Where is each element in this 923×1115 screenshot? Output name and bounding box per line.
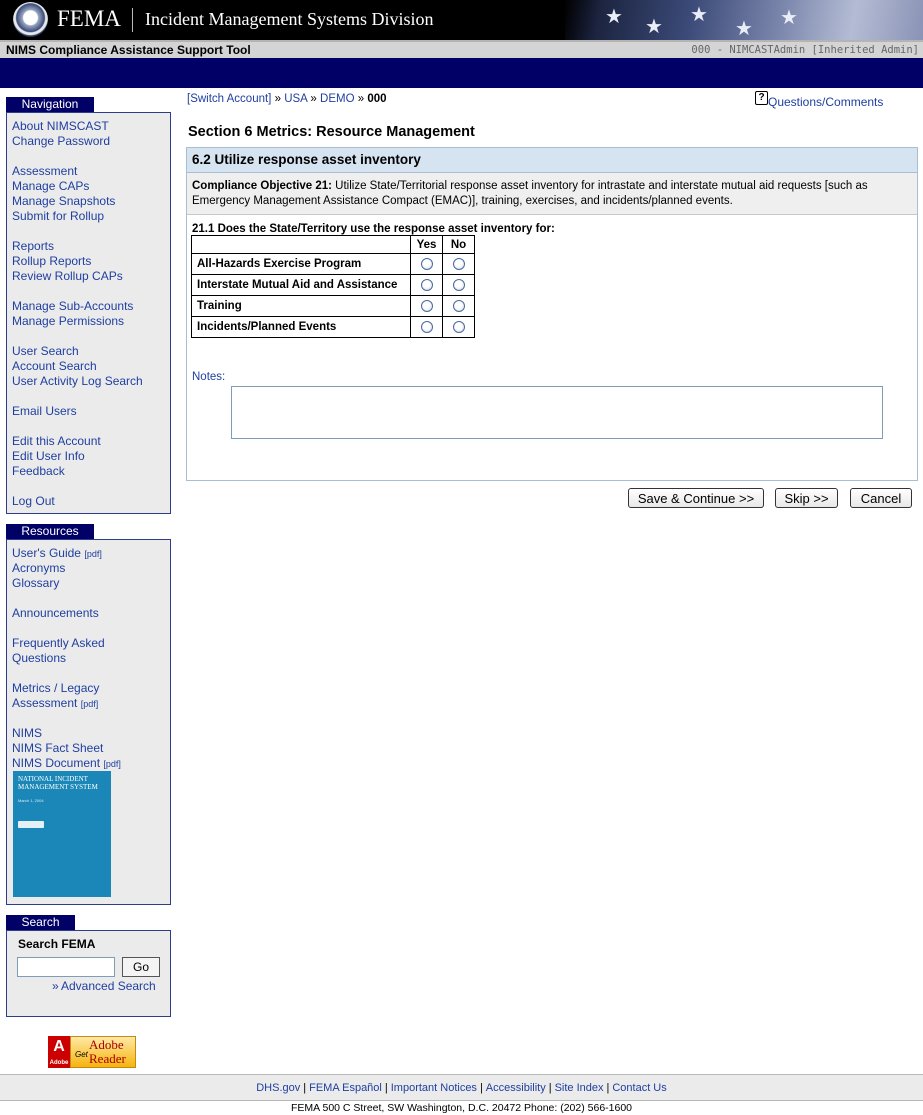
radio-cell bbox=[443, 254, 475, 275]
breadcrumb-current: 000 bbox=[367, 93, 387, 105]
nav-reports[interactable]: Reports bbox=[12, 239, 55, 253]
table-corner bbox=[192, 236, 411, 254]
search-go-button[interactable]: Go bbox=[122, 957, 160, 977]
footer-address: FEMA 500 C Street, SW Washington, D.C. 20472 Phone: (202) 566-1600 bbox=[290, 1102, 633, 1114]
yes-radio[interactable] bbox=[421, 258, 433, 270]
row-label: Interstate Mutual Aid and Assistance bbox=[192, 275, 411, 296]
response-table bbox=[191, 235, 475, 338]
nav-assessment[interactable]: Assessment bbox=[12, 164, 78, 178]
table-row bbox=[192, 275, 475, 296]
metric-heading: 6.2 Utilize response asset inventory bbox=[187, 148, 917, 173]
res-metrics-line2[interactable] bbox=[12, 696, 98, 712]
res-nims-fact-sheet[interactable]: NIMS Fact Sheet bbox=[12, 741, 104, 755]
cover-title: NATIONAL INCIDENT MANAGEMENT SYSTEM bbox=[18, 775, 98, 791]
no-radio[interactable] bbox=[453, 279, 465, 291]
advanced-search-arrow: » bbox=[52, 979, 59, 993]
breadcrumb-demo[interactable]: DEMO bbox=[320, 93, 355, 105]
notes-label: Notes: bbox=[192, 371, 226, 383]
no-radio[interactable] bbox=[453, 258, 465, 270]
footer-contact-us[interactable]: Contact Us bbox=[612, 1082, 667, 1094]
nims-document-cover-image[interactable] bbox=[13, 771, 111, 897]
nav-manage-sub-accounts[interactable]: Manage Sub-Accounts bbox=[12, 299, 134, 313]
division-title: Incident Management Systems Division bbox=[145, 9, 434, 29]
row-label: Incidents/Planned Events bbox=[192, 317, 411, 338]
breadcrumb bbox=[187, 93, 387, 105]
nav-user-activity-log-search[interactable]: User Activity Log Search bbox=[12, 374, 143, 388]
nav-account-search[interactable]: Account Search bbox=[12, 359, 97, 373]
nav-manage-permissions[interactable]: Manage Permissions bbox=[12, 314, 125, 328]
yes-radio[interactable] bbox=[421, 279, 433, 291]
page-title: Section 6 Metrics: Resource Management bbox=[188, 124, 475, 140]
save-continue-button[interactable]: Save & Continue >> bbox=[628, 488, 764, 508]
nav-manage-snapshots[interactable]: Manage Snapshots bbox=[12, 194, 116, 208]
column-yes: Yes bbox=[411, 236, 443, 254]
res-metrics-line1[interactable]: Metrics / Legacy bbox=[12, 681, 100, 695]
row-label: Training bbox=[192, 296, 411, 317]
objective-text: Utilize State/Territorial response asset inventory for intrastate and interstate mutual aid requests [such as Emergency Management Assistance Compact (EMAC)], training, exercises, and incidents/planned events. bbox=[192, 180, 868, 207]
header-divider bbox=[132, 8, 133, 32]
navy-banner bbox=[0, 58, 923, 88]
radio-cell bbox=[443, 317, 475, 338]
cancel-button[interactable]: Cancel bbox=[850, 488, 912, 508]
search-box bbox=[6, 930, 171, 1017]
nav-rollup-reports[interactable]: Rollup Reports bbox=[12, 254, 92, 268]
table-row bbox=[192, 254, 475, 275]
nav-change-password[interactable]: Change Password bbox=[12, 134, 111, 148]
pdf-tag: [pdf] bbox=[103, 759, 121, 769]
adobe-reader-text: Adobe Reader bbox=[89, 1037, 126, 1066]
navigation-box bbox=[6, 112, 171, 514]
notes-textarea[interactable] bbox=[231, 386, 883, 439]
switch-account-link[interactable]: [Switch Account] bbox=[187, 93, 272, 105]
nav-manage-caps[interactable]: Manage CAPs bbox=[12, 179, 90, 193]
breadcrumb-separator: » bbox=[274, 93, 281, 105]
dhs-seal-icon bbox=[13, 2, 48, 37]
footer-separator: | bbox=[479, 1082, 483, 1094]
table-row bbox=[192, 317, 475, 338]
pdf-tag: [pdf] bbox=[84, 549, 102, 559]
radio-cell bbox=[411, 296, 443, 317]
question-icon: ? bbox=[755, 91, 768, 105]
radio-cell bbox=[443, 296, 475, 317]
metric-panel bbox=[186, 147, 918, 481]
adobe-reader-badge bbox=[70, 1036, 136, 1068]
column-no: No bbox=[443, 236, 475, 254]
footer-accessibility[interactable]: Accessibility bbox=[485, 1082, 546, 1094]
pdf-tag: [pdf] bbox=[80, 699, 99, 709]
res-faq-line2[interactable]: Questions bbox=[12, 651, 67, 665]
search-input[interactable] bbox=[17, 957, 115, 977]
footer-links bbox=[0, 1074, 923, 1101]
adobe-logo-icon bbox=[48, 1036, 70, 1068]
advanced-search-link[interactable]: Advanced Search bbox=[61, 979, 156, 993]
objective-label: Compliance Objective 21: bbox=[192, 180, 332, 192]
yes-radio[interactable] bbox=[421, 321, 433, 333]
nav-edit-user-info[interactable]: Edit User Info bbox=[12, 449, 85, 463]
tool-name: NIMS Compliance Assistance Support Tool bbox=[6, 43, 251, 57]
radio-cell bbox=[411, 317, 443, 338]
footer-site-index[interactable]: Site Index bbox=[554, 1082, 604, 1094]
nav-email-users[interactable]: Email Users bbox=[12, 404, 77, 418]
skip-button[interactable]: Skip >> bbox=[775, 488, 838, 508]
radio-cell bbox=[443, 275, 475, 296]
footer-important-notices[interactable]: Important Notices bbox=[390, 1082, 477, 1094]
fema-logo-text: FEMA bbox=[57, 6, 121, 31]
breadcrumb-usa[interactable]: USA bbox=[284, 93, 308, 105]
navigation-heading: Navigation bbox=[6, 97, 94, 112]
dhs-logo-icon bbox=[18, 821, 44, 828]
adobe-logo-letter: A bbox=[53, 1038, 65, 1055]
breadcrumb-separator: » bbox=[310, 93, 317, 105]
footer-dhs[interactable]: DHS.gov bbox=[256, 1082, 301, 1094]
tool-bar bbox=[0, 40, 923, 58]
nav-submit-rollup[interactable]: Submit for Rollup bbox=[12, 209, 105, 223]
footer-separator: | bbox=[606, 1082, 610, 1094]
no-radio[interactable] bbox=[453, 300, 465, 312]
res-announcements[interactable]: Announcements bbox=[12, 606, 99, 620]
footer-separator: | bbox=[303, 1082, 307, 1094]
nav-review-rollup-caps[interactable]: Review Rollup CAPs bbox=[12, 269, 123, 283]
question-text: 21.1 Does the State/Territory use the response asset inventory for: bbox=[192, 223, 555, 235]
table-row bbox=[192, 296, 475, 317]
footer-fema-espanol[interactable]: FEMA Español bbox=[309, 1082, 382, 1094]
compliance-objective bbox=[187, 173, 917, 215]
questions-comments-label: Questions/Comments bbox=[768, 95, 884, 109]
user-info: 000 - NIMCASTAdmin [Inherited Admin] bbox=[691, 44, 919, 56]
res-faq-line1[interactable]: Frequently Asked bbox=[12, 636, 105, 650]
nav-feedback[interactable]: Feedback bbox=[12, 464, 65, 478]
nav-log-out[interactable]: Log Out bbox=[12, 494, 55, 508]
footer-separator: | bbox=[548, 1082, 552, 1094]
no-radio[interactable] bbox=[453, 321, 465, 333]
adobe-logo-text: Adobe bbox=[49, 1060, 69, 1066]
res-users-guide-label: User's Guide bbox=[12, 546, 81, 560]
cover-date: March 1, 2004 bbox=[18, 798, 44, 803]
adobe-get-text: Get bbox=[75, 1050, 88, 1059]
nav-about-nimscast[interactable]: About NIMSCAST bbox=[12, 119, 109, 133]
flag-banner-image: ★ ★ ★ ★ ★ bbox=[565, 0, 923, 40]
row-label: All-Hazards Exercise Program bbox=[192, 254, 411, 275]
breadcrumb-separator: » bbox=[357, 93, 365, 105]
radio-cell bbox=[411, 275, 443, 296]
search-label: Search FEMA bbox=[18, 937, 96, 951]
get-adobe-reader-button[interactable] bbox=[48, 1036, 136, 1068]
res-nims[interactable]: NIMS bbox=[12, 726, 42, 740]
res-metrics-label: Assessment bbox=[12, 696, 78, 710]
res-glossary[interactable]: Glossary bbox=[12, 576, 60, 590]
site-header bbox=[0, 0, 923, 40]
nav-user-search[interactable]: User Search bbox=[12, 344, 79, 358]
res-nims-document-label: NIMS Document bbox=[12, 756, 101, 770]
res-users-guide[interactable] bbox=[12, 546, 102, 562]
questions-comments-link[interactable] bbox=[755, 91, 884, 109]
radio-cell bbox=[411, 254, 443, 275]
footer-separator: | bbox=[384, 1082, 388, 1094]
nav-edit-account[interactable]: Edit this Account bbox=[12, 434, 101, 448]
res-acronyms[interactable]: Acronyms bbox=[12, 561, 66, 575]
res-nims-document[interactable] bbox=[12, 756, 121, 772]
search-heading: Search bbox=[6, 915, 75, 930]
resources-box bbox=[6, 539, 171, 905]
resources-heading: Resources bbox=[6, 524, 94, 539]
yes-radio[interactable] bbox=[421, 300, 433, 312]
